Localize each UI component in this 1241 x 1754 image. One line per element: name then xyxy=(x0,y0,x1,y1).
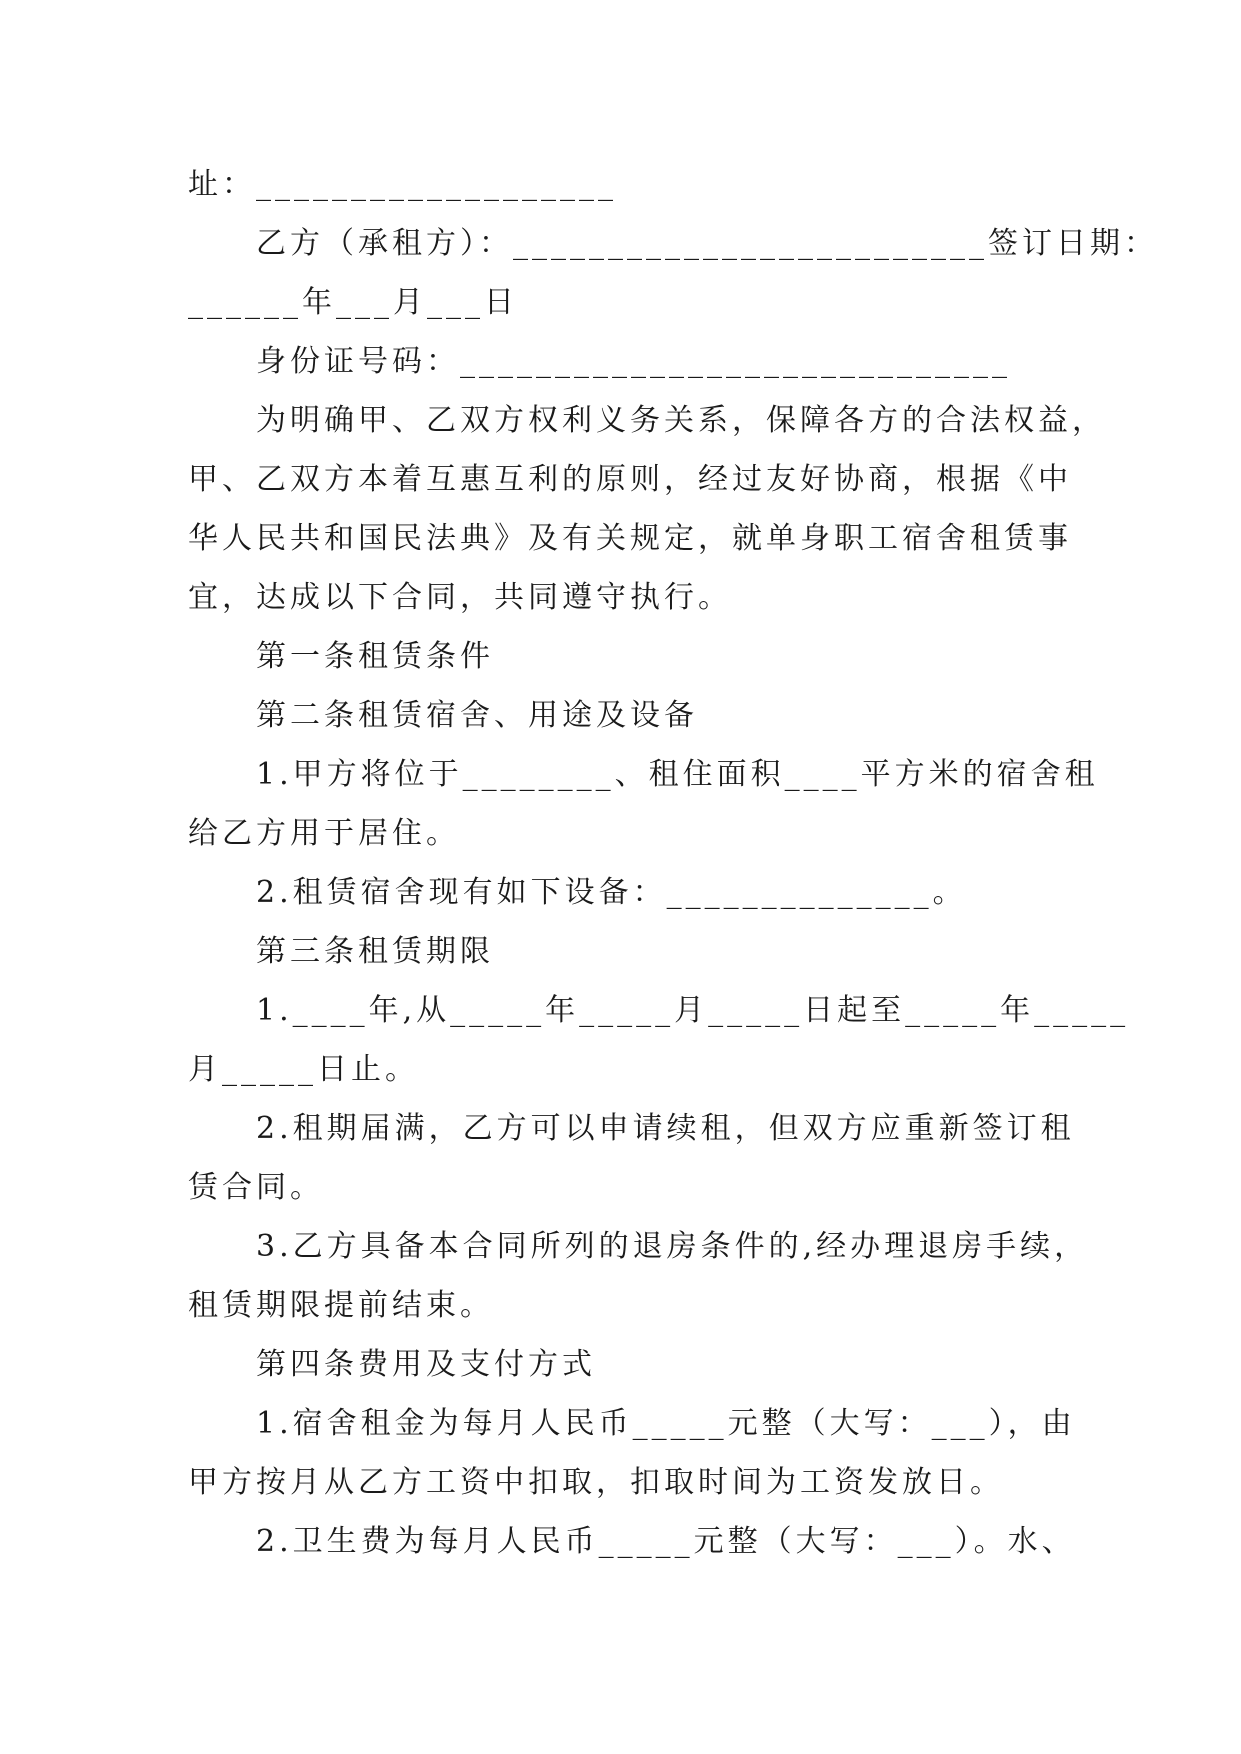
article-4-item-1-line-1: 1.宿舍租金为每月人民币_____元整（大写：___），由 xyxy=(256,1406,1076,1441)
signing-date-line: ______年___月___日 xyxy=(188,285,518,320)
party-b-line: 乙方（承租方）：_________________________签订日期： xyxy=(256,226,1158,261)
article-2-item-1-line-2: 给乙方用于居住。 xyxy=(188,816,460,851)
address-line: 址：___________________ xyxy=(188,167,617,202)
article-3-item-3-line-1: 3.乙方具备本合同所列的退房条件的,经办理退房手续， xyxy=(256,1229,1089,1264)
article-3-item-2-line-2: 赁合同。 xyxy=(188,1170,324,1205)
preamble-line-3: 华人民共和国民法典》及有关规定，就单身职工宿舍租赁事 xyxy=(188,521,1072,556)
article-4-heading: 第四条费用及支付方式 xyxy=(256,1347,596,1382)
article-3-item-1-line-2: 月_____日止。 xyxy=(188,1052,419,1087)
article-3-item-3-line-2: 租赁期限提前结束。 xyxy=(188,1288,494,1323)
preamble-line-1: 为明确甲、乙双方权利义务关系，保障各方的合法权益， xyxy=(256,403,1106,438)
contract-page xyxy=(188,155,1158,1571)
article-2-item-1-line-1: 1.甲方将位于________、租住面积____平方米的宿舍租 xyxy=(256,757,1099,792)
article-3-item-1-line-1: 1.____年,从_____年_____月_____日起至_____年_____ xyxy=(256,993,1130,1028)
article-3-heading: 第三条租赁期限 xyxy=(256,934,494,969)
article-4-item-2-line-1: 2.卫生费为每月人民币_____元整（大写：___）。水、 xyxy=(256,1524,1076,1559)
article-1-heading: 第一条租赁条件 xyxy=(256,639,494,674)
article-3-item-2-line-1: 2.租期届满，乙方可以申请续租，但双方应重新签订租 xyxy=(256,1111,1075,1146)
article-2-heading: 第二条租赁宿舍、用途及设备 xyxy=(256,698,698,733)
article-2-item-2: 2.租赁宿舍现有如下设备：______________。 xyxy=(256,875,967,910)
id-number-line: 身份证号码：_____________________________ xyxy=(256,344,1011,379)
preamble-line-2: 甲、乙双方本着互惠互利的原则，经过友好协商，根据《中 xyxy=(188,462,1072,497)
article-4-item-1-line-2: 甲方按月从乙方工资中扣取，扣取时间为工资发放日。 xyxy=(188,1465,1004,1500)
preamble-line-4: 宜，达成以下合同，共同遵守执行。 xyxy=(188,580,732,615)
